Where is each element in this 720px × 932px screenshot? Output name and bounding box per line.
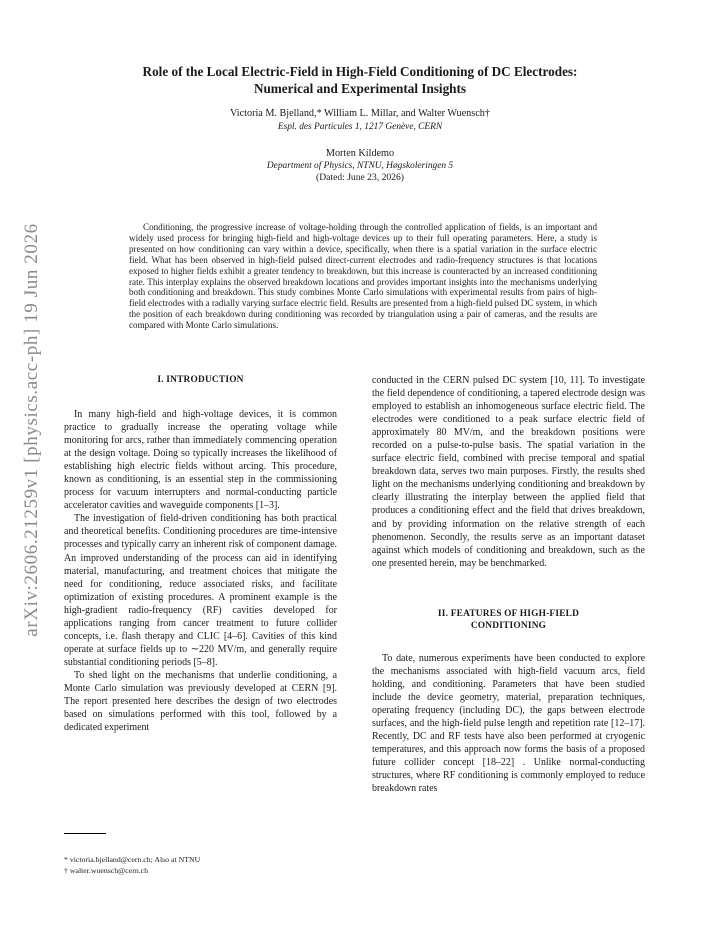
arxiv-identifier bbox=[10, 210, 54, 650]
arxiv-id-text: arXiv:2606.21259v1 [physics.acc-ph] 19 Jun 2026 bbox=[21, 223, 42, 637]
footnote-2: † walter.wuensch@cern.ch bbox=[64, 866, 149, 875]
paper-title bbox=[60, 63, 660, 97]
footnote-rule bbox=[64, 833, 106, 834]
intro-paragraph-3: To shed light on the mechanisms that underlie conditioning, a Monte Carlo simulation was previously developed at CERN [9]. The report presented here describes the design of two electrodes based on simulations performed with this tool, followed by a dedicated experiment bbox=[64, 669, 337, 734]
affiliation-cern: Espl. des Particules 1, 1217 Genève, CERN bbox=[277, 122, 443, 132]
footnote-1: * victoria.bjelland@cern.ch; Also at NTNU bbox=[64, 855, 201, 864]
section-2-paragraph-1: To date, numerous experiments have been conducted to explore the mechanisms associated with high-field vacuum arcs, field holding, and conditioning. Parameters that have been studied include the device geometry, material, preparation techniques, operating frequency (including DC), the gaps between electrode surfaces, and the high-field pulse length and repetition rate [12–17]. Recently, DC and RF tests have also been performed at cryogenic temperatures, and this approach now forms the basis of a proposed future collider concept [18–22] . Unlike normal-conducting structures, where RF conditioning is commonly employed to reduce breakdown rates bbox=[372, 652, 645, 795]
right-column bbox=[372, 374, 645, 795]
abstract: Conditioning, the progressive increase of voltage-holding through the controlled application of fields, is an important and widely used process for bringing high-field and high-voltage devices up to their full operating parameters. Here, a study is presented on how conditioning can vary within a device, specifically, when there is a spatial variation in the surface electric field. What has been observed in high-field pulsed direct-current electrodes and radio-frequency structures is that locations exposed to higher fields exhibit a greater tendency to breakdown, but this increase is counteracted by an increased conditioning rate. This interplay explains the observed breakdown locations and provides important insights into the mechanisms underlying both conditioning and breakdown. This study combines Monte Carlo simulations with experimental results from pairs of high-field electrodes with a radially varying surface electric field. Results are presented from a high-field pulsed DC system, in which the position of each breakdown during conditioning was recorded by triangulation using a pair of cameras, and the results are compared with Monte Carlo simulations. bbox=[129, 222, 597, 331]
author-second: Morten Kildemo bbox=[325, 148, 395, 159]
author-list: Victoria M. Bjelland,* William L. Millar, and Walter Wuensch† bbox=[230, 108, 490, 119]
title-line-2: Numerical and Experimental Insights bbox=[253, 81, 467, 96]
section-1-heading: I. INTRODUCTION bbox=[157, 375, 244, 385]
section-2-heading-line-2: CONDITIONING bbox=[470, 620, 547, 631]
intro-paragraph-1: In many high-field and high-voltage devices, it is common practice to gradually increase the operating voltage while monitoring for arcs, rather than immediately commencing operation at the design voltage. Doing so typically increases the likelihood of establishing high electric fields without arcing. This procedure, known as conditioning, is an essential step in the commissioning process for vacuum interrupters and normal-conducting particle accelerator cavities and waveguide components [1–3]. bbox=[64, 409, 337, 512]
title-line-1: Role of the Local Electric-Field in High-Field Conditioning of DC Electrodes: bbox=[142, 64, 578, 79]
section-2-heading bbox=[372, 608, 645, 632]
left-column bbox=[64, 374, 337, 734]
intro-paragraph-2: The investigation of field-driven conditioning has both practical and theoretical benefits. Conditioning procedures are time-intensive processes and typically carry an inherent risk of component damage. An improved understanding of the process can aid in identifying material, manufacturing, and treatment choices that mitigate the need for conditioning, reduce associated risks, and facilitate optimization of existing procedures. A prominent example is the high-gradient radio-frequency (RF) cavities developed for applications ranging from cancer treatment to future collider concepts, i.e. flash therapy and CLIC [4–6]. Cavities of this kind operate at surface fields up to ∼220 MV/m, and generally require substantial conditioning periods [5–8]. bbox=[64, 513, 337, 668]
date-line: (Dated: June 23, 2026) bbox=[316, 172, 404, 183]
affiliation-ntnu: Department of Physics, NTNU, Høgskoleringen 5 bbox=[266, 161, 454, 171]
intro-paragraph-3-continued: conducted in the CERN pulsed DC system [10, 11]. To investigate the field dependence of conditioning, a tapered electrode design was employed to establish an inhomogeneous surface electric field. The electrodes were conditioned to a peak surface electric field of approximately 80 MV/m, and the breakdown positions were recorded on a pulse-to-pulse basis. The spatial variation in the surface electric field, combined with precise temporal and spatial breakdown data, serves two main purposes. Firstly, the results shed light on the mechanisms underlying conditioning and breakdown by clearly illustrating the interplay between the applied field that produces a conditioning effect and the field that drives breakdown, and by providing information on the relative strength of each phenomenon. Secondly, the results serve as an important dataset against which models of conditioning and breakdown, such as the one presented herein, may be benchmarked. bbox=[372, 375, 645, 569]
section-2-heading-line-1: II. FEATURES OF HIGH-FIELD bbox=[437, 608, 580, 619]
